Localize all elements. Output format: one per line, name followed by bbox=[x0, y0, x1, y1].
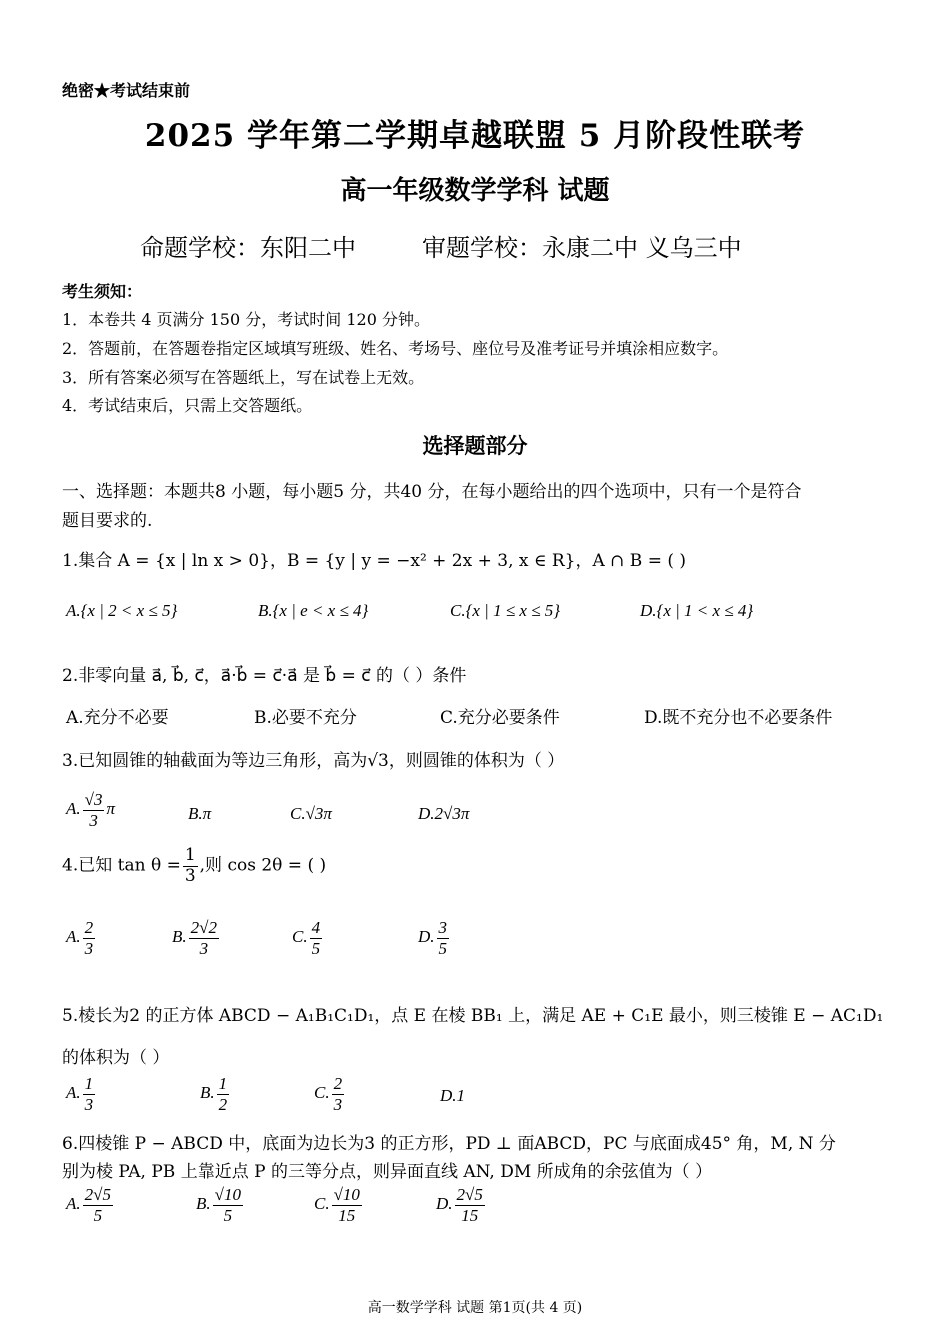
option-label: B. bbox=[172, 926, 187, 946]
option-label: A. bbox=[66, 1082, 81, 1102]
question-6-option-a bbox=[66, 1185, 115, 1225]
stem-part: 4.已知 tan θ = bbox=[62, 855, 181, 876]
question-1-option-a: A.{x | 2 < x ≤ 5} bbox=[66, 601, 178, 620]
fraction-denominator: 3 bbox=[199, 938, 209, 958]
fraction-numerator: 1 bbox=[184, 845, 196, 865]
page-footer: 高一数学学科 试题 第1页(共 4 页) bbox=[367, 1300, 583, 1316]
fraction-numerator: 4 bbox=[311, 918, 321, 937]
exam-subtitle: 高一年级数学学科 试题 bbox=[340, 176, 610, 206]
fraction-numerator: 2√2 bbox=[190, 918, 217, 937]
option-label: D. bbox=[418, 926, 435, 946]
confidential-label: 绝密★考试结束前 bbox=[62, 81, 191, 100]
option-label: A. bbox=[66, 926, 81, 946]
exam-title: 2025 学年第二学期卓越联盟 5 月阶段性联考 bbox=[144, 118, 806, 154]
fraction-denominator: 15 bbox=[338, 1205, 356, 1225]
question-3-stem: 3.已知圆锥的轴截面为等边三角形，高为√3，则圆锥的体积为（ ） bbox=[62, 751, 565, 771]
fraction-numerator: 3 bbox=[438, 918, 448, 937]
question-4-stem bbox=[62, 846, 326, 886]
school-info bbox=[140, 228, 742, 263]
stem-part: ,则 cos 2θ = ( ) bbox=[199, 855, 327, 876]
option-label: A. bbox=[66, 1193, 81, 1213]
question-6-option-c bbox=[314, 1185, 364, 1225]
question-4-option-d bbox=[418, 918, 451, 958]
question-5-option-b bbox=[200, 1074, 231, 1114]
notice-item: 4．考试结束后，只需上交答题纸。 bbox=[62, 396, 313, 415]
question-6-stem-line1: 6.四棱锥 P − ABCD 中，底面为边长为3 的正方形，PD ⊥ 面ABCD，PC 与底面成45° 角，M, N 分 bbox=[62, 1134, 836, 1154]
question-3-option-d: D.2√3π bbox=[418, 804, 470, 823]
question-5-stem-line2: 的体积为（ ） bbox=[62, 1048, 170, 1068]
question-6-option-d bbox=[436, 1185, 487, 1225]
fraction-denominator: 3 bbox=[84, 938, 94, 958]
fraction-numerator: 2√5 bbox=[84, 1185, 111, 1204]
notice-item: 1．本卷共 4 页满分 150 分，考试时间 120 分钟。 bbox=[62, 310, 430, 329]
notice-item: 3．所有答案必须写在答题纸上，写在试卷上无效。 bbox=[62, 368, 425, 387]
fraction-numerator: √10 bbox=[333, 1185, 360, 1204]
option-label: D. bbox=[436, 1193, 453, 1213]
option-label: B. bbox=[196, 1193, 211, 1213]
question-5-stem-line1: 5.棱长为2 的正方体 ABCD − A₁B₁C₁D₁，点 E 在棱 BB₁ 上，满足 AE + C₁E 最小，则三棱锥 E − AC₁D₁ bbox=[62, 1006, 884, 1026]
question-5-option-c bbox=[314, 1074, 346, 1114]
option-label: B. bbox=[200, 1082, 215, 1102]
fraction-denominator: 3 bbox=[84, 1094, 94, 1114]
fraction-numerator: 1 bbox=[218, 1074, 228, 1093]
option-label: A. bbox=[66, 798, 81, 818]
question-6-stem-line2: 别为棱 PA, PB 上靠近点 P 的三等分点，则异面直线 AN, DM 所成角的余弦值为（ ） bbox=[62, 1162, 713, 1182]
option-label: C. bbox=[314, 1193, 330, 1213]
fraction-numerator: √3 bbox=[84, 790, 103, 809]
option-label: C. bbox=[314, 1082, 330, 1102]
question-2-option-b: B.必要不充分 bbox=[254, 708, 357, 728]
question-3-option-b: B.π bbox=[188, 804, 212, 823]
fraction-denominator: 2 bbox=[218, 1094, 228, 1114]
section-intro-line2: 题目要求的. bbox=[62, 511, 153, 531]
question-5-option-a bbox=[66, 1074, 97, 1114]
question-4-option-b bbox=[172, 918, 221, 958]
fraction-denominator: 3 bbox=[184, 865, 196, 886]
question-2-option-c: C.充分必要条件 bbox=[440, 708, 560, 728]
fraction-denominator: 5 bbox=[311, 938, 321, 958]
fraction-denominator: 15 bbox=[461, 1205, 479, 1225]
fraction-numerator: 1 bbox=[84, 1074, 94, 1093]
reviewer-school: 审题学校：永康二中 义乌三中 bbox=[422, 234, 742, 262]
fraction-denominator: 5 bbox=[223, 1205, 233, 1225]
question-4-option-c bbox=[292, 918, 324, 958]
fraction-numerator: 2√5 bbox=[456, 1185, 483, 1204]
section-intro-line1: 一、选择题：本题共8 小题，每小题5 分，共40 分，在每小题给出的四个选项中，只有一个是符合 bbox=[62, 482, 802, 502]
setter-school: 命题学校：东阳二中 bbox=[140, 234, 356, 262]
fraction-denominator: 3 bbox=[333, 1094, 343, 1114]
notice-item: 2．答题前，在答题卷指定区域填写班级、姓名、考场号、座位号及准考证号并填涂相应数字。 bbox=[62, 339, 729, 358]
section-title: 选择题部分 bbox=[422, 433, 528, 458]
question-2-stem: 2.非零向量 a⃗, b⃗, c⃗，a⃗·b⃗ = c⃗·a⃗ 是 b⃗ = c⃗ 的（ ）条件 bbox=[62, 666, 467, 686]
question-1-option-c: C.{x | 1 ≤ x ≤ 5} bbox=[450, 601, 561, 620]
question-4-option-a bbox=[66, 918, 97, 958]
question-1-option-d: D.{x | 1 < x ≤ 4} bbox=[640, 601, 754, 620]
fraction-denominator: 3 bbox=[89, 810, 98, 830]
question-1-stem: 1.集合 A = {x | ln x > 0}，B = {y | y = −x² + 2x + 3, x ∈ R}，A ∩ B = ( ) bbox=[62, 551, 687, 571]
notice-title: 考生须知： bbox=[62, 282, 143, 301]
question-5-option-d: D.1 bbox=[440, 1086, 466, 1105]
question-6-option-b bbox=[196, 1185, 245, 1225]
question-1-option-b: B.{x | e < x ≤ 4} bbox=[258, 601, 369, 620]
fraction-numerator: 2 bbox=[84, 918, 94, 937]
question-2-option-a: A.充分不必要 bbox=[66, 708, 169, 728]
question-3-option-c: C.√3π bbox=[290, 804, 332, 823]
question-3-option-a bbox=[66, 790, 115, 830]
fraction-numerator: 2 bbox=[333, 1074, 343, 1093]
question-2-option-d: D.既不充分也不必要条件 bbox=[644, 708, 833, 728]
fraction-denominator: 5 bbox=[93, 1205, 103, 1225]
option-label: C. bbox=[292, 926, 308, 946]
fraction-denominator: 5 bbox=[438, 938, 448, 958]
option-tail: π bbox=[106, 798, 116, 818]
fraction-numerator: √10 bbox=[214, 1185, 241, 1204]
